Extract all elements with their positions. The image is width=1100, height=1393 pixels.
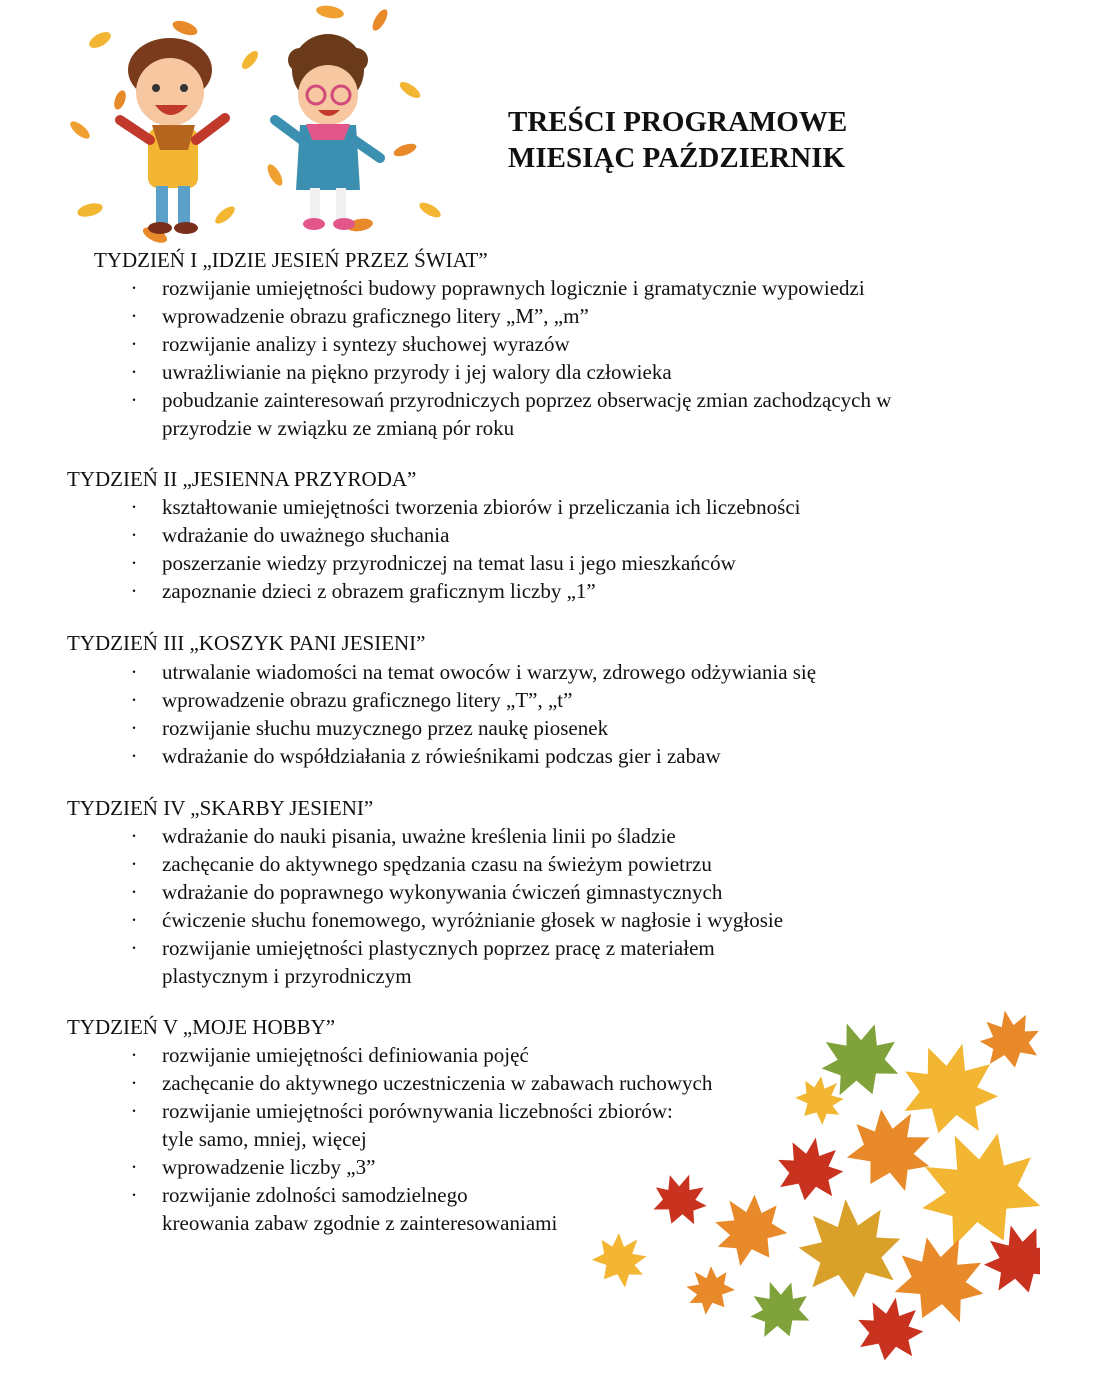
item-text: wdrażanie do uważnego słuchania xyxy=(162,523,450,547)
bullet-icon: · xyxy=(130,880,138,904)
item-text: wdrażanie do nauki pisania, uważne kreślenia linii po śladzie xyxy=(162,824,676,848)
item-text: rozwijanie słuchu muzycznego przez naukę piosenek xyxy=(162,716,609,740)
girl-figure xyxy=(275,34,380,230)
item-text: wprowadzenie obrazu graficznego litery „M”, „m” xyxy=(162,304,589,328)
bullet-icon: · xyxy=(130,744,138,768)
item-text: rozwijanie umiejętności definiowania pojęć xyxy=(162,1043,529,1067)
bullet-icon: · xyxy=(130,523,138,547)
bullet-icon: · xyxy=(130,388,138,412)
list-item xyxy=(0,878,1000,906)
boy-figure xyxy=(120,38,225,234)
bullet-icon: · xyxy=(130,936,138,960)
item-text: wprowadzenie liczby „3” xyxy=(162,1155,376,1179)
list-item xyxy=(0,658,1000,686)
list-item xyxy=(0,822,1000,850)
item-text: wdrażanie do współdziałania z rówieśnikami podczas gier i zabaw xyxy=(162,744,721,768)
item-text: uwrażliwianie na piękno przyrody i jej walory dla człowieka xyxy=(162,360,672,384)
list-item xyxy=(0,934,1000,990)
list-item xyxy=(0,302,1000,330)
bullet-icon: · xyxy=(130,852,138,876)
week-items xyxy=(0,274,1000,442)
list-item xyxy=(0,686,1000,714)
week-items xyxy=(0,1041,1000,1237)
item-text: rozwijanie umiejętności porównywania liczebności zbiorów: tyle samo, mniej, więcej xyxy=(162,1099,673,1151)
bullet-icon: · xyxy=(130,304,138,328)
bullet-icon: · xyxy=(130,551,138,575)
list-item xyxy=(0,493,1000,521)
list-item xyxy=(0,1041,1000,1069)
item-text: rozwijanie umiejętności plastycznych poprzez pracę z materiałem plastycznym i przyrodniczym xyxy=(162,936,715,988)
item-text: zachęcanie do aktywnego uczestniczenia w zabawach ruchowych xyxy=(162,1071,713,1095)
item-text: ćwiczenie słuchu fonemowego, wyróżnianie głosek w nagłosie i wygłosie xyxy=(162,908,784,932)
list-item xyxy=(0,714,1000,742)
list-item xyxy=(0,358,1000,386)
bullet-icon: · xyxy=(130,1155,138,1179)
item-text: kształtowanie umiejętności tworzenia zbiorów i przeliczania ich liczebności xyxy=(162,495,801,519)
bullet-icon: · xyxy=(130,824,138,848)
bullet-icon: · xyxy=(130,276,138,300)
list-item xyxy=(0,906,1000,934)
list-item xyxy=(0,1181,1000,1237)
bullet-icon: · xyxy=(130,1043,138,1067)
item-text: wdrażanie do poprawnego wykonywania ćwiczeń gimnastycznych xyxy=(162,880,723,904)
item-text: utrwalanie wiadomości na temat owoców i warzyw, zdrowego odżywiania się xyxy=(162,660,817,684)
list-item xyxy=(0,386,1000,442)
title-line-2: MIESIĄC PAŹDZIERNIK xyxy=(508,142,846,174)
list-item xyxy=(0,330,1000,358)
week-items xyxy=(0,493,1000,605)
week-heading: TYDZIEŃ I „IDZIE JESIEŃ PRZEZ ŚWIAT” xyxy=(94,248,488,272)
bullet-icon: · xyxy=(130,1099,138,1123)
list-item xyxy=(0,1153,1000,1181)
list-item xyxy=(0,850,1000,878)
item-text: rozwijanie zdolności samodzielnego kreowania zabaw zgodnie z zainteresowaniami xyxy=(162,1183,558,1235)
item-text: zachęcanie do aktywnego spędzania czasu na świeżym powietrzu xyxy=(162,852,712,876)
bullet-icon: · xyxy=(130,360,138,384)
bullet-icon: · xyxy=(130,908,138,932)
kids-autumn-illustration xyxy=(60,0,460,250)
page-title xyxy=(508,104,847,176)
list-item xyxy=(0,1097,1000,1153)
title-line-1: TREŚCI PROGRAMOWE xyxy=(508,106,848,138)
bullet-icon: · xyxy=(130,1071,138,1095)
list-item xyxy=(0,1069,1000,1097)
bullet-icon: · xyxy=(130,688,138,712)
item-text: poszerzanie wiedzy przyrodniczej na temat lasu i jego mieszkańców xyxy=(162,551,736,575)
bullet-icon: · xyxy=(130,660,138,684)
item-text: rozwijanie umiejętności budowy poprawnych logicznie i gramatycznie wypowiedzi xyxy=(162,276,865,300)
list-item xyxy=(0,274,1000,302)
list-item xyxy=(0,521,1000,549)
week-heading: TYDZIEŃ IV „SKARBY JESIENI” xyxy=(67,796,374,820)
week-heading: TYDZIEŃ II „JESIENNA PRZYRODA” xyxy=(67,467,417,491)
item-text: zapoznanie dzieci z obrazem graficznym liczby „1” xyxy=(162,579,596,603)
list-item xyxy=(0,577,1000,605)
bullet-icon: · xyxy=(130,332,138,356)
bullet-icon: · xyxy=(130,1183,138,1207)
item-text: rozwijanie analizy i syntezy słuchowej wyrazów xyxy=(162,332,570,356)
item-text: pobudzanie zainteresowań przyrodniczych poprzez obserwację zmian zachodzących w przyrodzie w związku ze zmianą pór roku xyxy=(162,388,892,440)
list-item xyxy=(0,549,1000,577)
week-heading: TYDZIEŃ V „MOJE HOBBY” xyxy=(67,1015,336,1039)
week-items xyxy=(0,658,1000,770)
week-items xyxy=(0,822,1000,990)
list-item xyxy=(0,742,1000,770)
bullet-icon: · xyxy=(130,716,138,740)
bullet-icon: · xyxy=(130,579,138,603)
bullet-icon: · xyxy=(130,495,138,519)
item-text: wprowadzenie obrazu graficznego litery „T”, „t” xyxy=(162,688,573,712)
week-heading: TYDZIEŃ III „KOSZYK PANI JESIENI” xyxy=(67,631,426,655)
